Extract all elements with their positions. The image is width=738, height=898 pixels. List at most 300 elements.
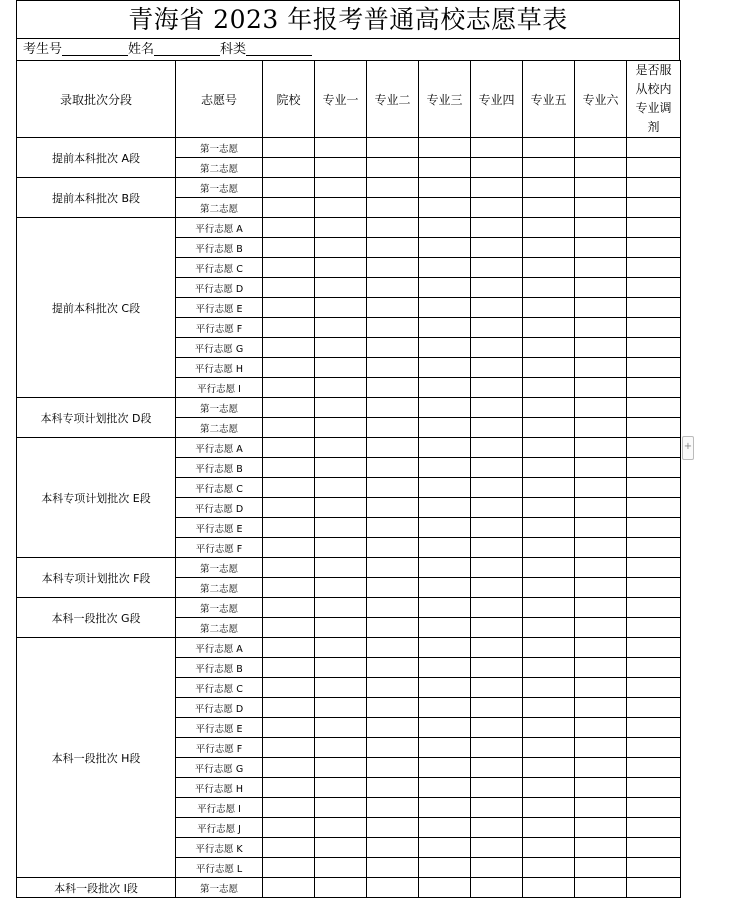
major-3-cell[interactable]: [419, 718, 471, 738]
major-1-cell[interactable]: [315, 238, 367, 258]
major-5-cell[interactable]: [523, 158, 575, 178]
major-5-cell[interactable]: [523, 298, 575, 318]
major-5-cell[interactable]: [523, 378, 575, 398]
adjust-cell[interactable]: [627, 358, 681, 378]
major-6-cell[interactable]: [575, 158, 627, 178]
major-5-cell[interactable]: [523, 178, 575, 198]
major-1-cell[interactable]: [315, 218, 367, 238]
subject-blank[interactable]: [246, 41, 312, 56]
major-2-cell[interactable]: [367, 358, 419, 378]
major-3-cell[interactable]: [419, 678, 471, 698]
major-6-cell[interactable]: [575, 798, 627, 818]
major-1-cell[interactable]: [315, 858, 367, 878]
major-2-cell[interactable]: [367, 238, 419, 258]
major-1-cell[interactable]: [315, 178, 367, 198]
major-6-cell[interactable]: [575, 298, 627, 318]
major-2-cell[interactable]: [367, 538, 419, 558]
major-6-cell[interactable]: [575, 778, 627, 798]
major-6-cell[interactable]: [575, 678, 627, 698]
major-5-cell[interactable]: [523, 718, 575, 738]
major-1-cell[interactable]: [315, 798, 367, 818]
major-1-cell[interactable]: [315, 758, 367, 778]
major-5-cell[interactable]: [523, 438, 575, 458]
major-3-cell[interactable]: [419, 838, 471, 858]
major-2-cell[interactable]: [367, 318, 419, 338]
major-2-cell[interactable]: [367, 258, 419, 278]
major-6-cell[interactable]: [575, 258, 627, 278]
school-cell[interactable]: [263, 838, 315, 858]
major-5-cell[interactable]: [523, 738, 575, 758]
major-2-cell[interactable]: [367, 678, 419, 698]
school-cell[interactable]: [263, 618, 315, 638]
adjust-cell[interactable]: [627, 658, 681, 678]
major-5-cell[interactable]: [523, 778, 575, 798]
adjust-cell[interactable]: [627, 758, 681, 778]
major-1-cell[interactable]: [315, 198, 367, 218]
major-1-cell[interactable]: [315, 678, 367, 698]
major-3-cell[interactable]: [419, 318, 471, 338]
adjust-cell[interactable]: [627, 578, 681, 598]
major-6-cell[interactable]: [575, 318, 627, 338]
major-2-cell[interactable]: [367, 638, 419, 658]
major-1-cell[interactable]: [315, 398, 367, 418]
adjust-cell[interactable]: [627, 418, 681, 438]
major-3-cell[interactable]: [419, 438, 471, 458]
school-cell[interactable]: [263, 658, 315, 678]
major-6-cell[interactable]: [575, 758, 627, 778]
major-3-cell[interactable]: [419, 658, 471, 678]
adjust-cell[interactable]: [627, 818, 681, 838]
major-5-cell[interactable]: [523, 418, 575, 438]
adjust-cell[interactable]: [627, 838, 681, 858]
school-cell[interactable]: [263, 478, 315, 498]
major-2-cell[interactable]: [367, 178, 419, 198]
major-2-cell[interactable]: [367, 438, 419, 458]
major-2-cell[interactable]: [367, 518, 419, 538]
major-6-cell[interactable]: [575, 598, 627, 618]
major-2-cell[interactable]: [367, 398, 419, 418]
major-2-cell[interactable]: [367, 478, 419, 498]
adjust-cell[interactable]: [627, 378, 681, 398]
major-2-cell[interactable]: [367, 338, 419, 358]
major-1-cell[interactable]: [315, 838, 367, 858]
school-cell[interactable]: [263, 418, 315, 438]
major-5-cell[interactable]: [523, 838, 575, 858]
adjust-cell[interactable]: [627, 198, 681, 218]
major-3-cell[interactable]: [419, 358, 471, 378]
major-5-cell[interactable]: [523, 878, 575, 898]
major-6-cell[interactable]: [575, 638, 627, 658]
adjust-cell[interactable]: [627, 478, 681, 498]
major-3-cell[interactable]: [419, 138, 471, 158]
major-1-cell[interactable]: [315, 718, 367, 738]
major-4-cell[interactable]: [471, 338, 523, 358]
major-5-cell[interactable]: [523, 818, 575, 838]
major-5-cell[interactable]: [523, 258, 575, 278]
major-4-cell[interactable]: [471, 598, 523, 618]
major-1-cell[interactable]: [315, 298, 367, 318]
major-2-cell[interactable]: [367, 818, 419, 838]
major-4-cell[interactable]: [471, 558, 523, 578]
major-2-cell[interactable]: [367, 598, 419, 618]
major-4-cell[interactable]: [471, 138, 523, 158]
school-cell[interactable]: [263, 198, 315, 218]
major-2-cell[interactable]: [367, 798, 419, 818]
major-4-cell[interactable]: [471, 458, 523, 478]
major-2-cell[interactable]: [367, 198, 419, 218]
major-4-cell[interactable]: [471, 258, 523, 278]
major-3-cell[interactable]: [419, 498, 471, 518]
major-1-cell[interactable]: [315, 358, 367, 378]
major-1-cell[interactable]: [315, 318, 367, 338]
school-cell[interactable]: [263, 638, 315, 658]
major-4-cell[interactable]: [471, 278, 523, 298]
school-cell[interactable]: [263, 278, 315, 298]
major-3-cell[interactable]: [419, 518, 471, 538]
major-2-cell[interactable]: [367, 718, 419, 738]
adjust-cell[interactable]: [627, 858, 681, 878]
major-6-cell[interactable]: [575, 578, 627, 598]
major-1-cell[interactable]: [315, 518, 367, 538]
major-4-cell[interactable]: [471, 518, 523, 538]
school-cell[interactable]: [263, 818, 315, 838]
major-1-cell[interactable]: [315, 338, 367, 358]
major-3-cell[interactable]: [419, 818, 471, 838]
school-cell[interactable]: [263, 438, 315, 458]
major-4-cell[interactable]: [471, 838, 523, 858]
major-6-cell[interactable]: [575, 478, 627, 498]
school-cell[interactable]: [263, 298, 315, 318]
adjust-cell[interactable]: [627, 518, 681, 538]
major-1-cell[interactable]: [315, 558, 367, 578]
major-6-cell[interactable]: [575, 398, 627, 418]
major-5-cell[interactable]: [523, 498, 575, 518]
major-4-cell[interactable]: [471, 738, 523, 758]
school-cell[interactable]: [263, 678, 315, 698]
major-1-cell[interactable]: [315, 818, 367, 838]
major-5-cell[interactable]: [523, 318, 575, 338]
school-cell[interactable]: [263, 358, 315, 378]
major-2-cell[interactable]: [367, 578, 419, 598]
major-3-cell[interactable]: [419, 578, 471, 598]
major-4-cell[interactable]: [471, 218, 523, 238]
adjust-cell[interactable]: [627, 878, 681, 898]
school-cell[interactable]: [263, 458, 315, 478]
adjust-cell[interactable]: [627, 178, 681, 198]
school-cell[interactable]: [263, 698, 315, 718]
major-4-cell[interactable]: [471, 858, 523, 878]
major-4-cell[interactable]: [471, 358, 523, 378]
school-cell[interactable]: [263, 758, 315, 778]
adjust-cell[interactable]: [627, 498, 681, 518]
major-4-cell[interactable]: [471, 798, 523, 818]
major-5-cell[interactable]: [523, 578, 575, 598]
major-4-cell[interactable]: [471, 718, 523, 738]
major-2-cell[interactable]: [367, 858, 419, 878]
adjust-cell[interactable]: [627, 218, 681, 238]
major-6-cell[interactable]: [575, 518, 627, 538]
major-6-cell[interactable]: [575, 458, 627, 478]
major-3-cell[interactable]: [419, 238, 471, 258]
major-3-cell[interactable]: [419, 278, 471, 298]
candidate-no-blank[interactable]: [62, 41, 128, 56]
school-cell[interactable]: [263, 598, 315, 618]
major-1-cell[interactable]: [315, 478, 367, 498]
major-4-cell[interactable]: [471, 658, 523, 678]
major-3-cell[interactable]: [419, 538, 471, 558]
adjust-cell[interactable]: [627, 258, 681, 278]
major-3-cell[interactable]: [419, 298, 471, 318]
major-6-cell[interactable]: [575, 418, 627, 438]
major-3-cell[interactable]: [419, 738, 471, 758]
major-5-cell[interactable]: [523, 798, 575, 818]
major-5-cell[interactable]: [523, 538, 575, 558]
major-3-cell[interactable]: [419, 778, 471, 798]
major-3-cell[interactable]: [419, 638, 471, 658]
major-6-cell[interactable]: [575, 358, 627, 378]
major-2-cell[interactable]: [367, 738, 419, 758]
school-cell[interactable]: [263, 498, 315, 518]
major-5-cell[interactable]: [523, 138, 575, 158]
school-cell[interactable]: [263, 398, 315, 418]
major-1-cell[interactable]: [315, 418, 367, 438]
school-cell[interactable]: [263, 798, 315, 818]
major-5-cell[interactable]: [523, 358, 575, 378]
major-2-cell[interactable]: [367, 378, 419, 398]
major-4-cell[interactable]: [471, 778, 523, 798]
major-5-cell[interactable]: [523, 398, 575, 418]
major-6-cell[interactable]: [575, 498, 627, 518]
page-tab-handle[interactable]: +: [682, 436, 694, 460]
school-cell[interactable]: [263, 538, 315, 558]
major-5-cell[interactable]: [523, 618, 575, 638]
major-4-cell[interactable]: [471, 418, 523, 438]
major-2-cell[interactable]: [367, 778, 419, 798]
major-5-cell[interactable]: [523, 458, 575, 478]
school-cell[interactable]: [263, 518, 315, 538]
major-1-cell[interactable]: [315, 878, 367, 898]
major-1-cell[interactable]: [315, 538, 367, 558]
school-cell[interactable]: [263, 318, 315, 338]
major-4-cell[interactable]: [471, 638, 523, 658]
major-3-cell[interactable]: [419, 198, 471, 218]
major-6-cell[interactable]: [575, 818, 627, 838]
major-2-cell[interactable]: [367, 278, 419, 298]
major-5-cell[interactable]: [523, 678, 575, 698]
major-4-cell[interactable]: [471, 818, 523, 838]
major-4-cell[interactable]: [471, 618, 523, 638]
adjust-cell[interactable]: [627, 778, 681, 798]
major-3-cell[interactable]: [419, 158, 471, 178]
major-4-cell[interactable]: [471, 678, 523, 698]
major-2-cell[interactable]: [367, 138, 419, 158]
major-1-cell[interactable]: [315, 598, 367, 618]
major-6-cell[interactable]: [575, 618, 627, 638]
major-5-cell[interactable]: [523, 518, 575, 538]
major-5-cell[interactable]: [523, 638, 575, 658]
major-4-cell[interactable]: [471, 238, 523, 258]
major-1-cell[interactable]: [315, 618, 367, 638]
major-6-cell[interactable]: [575, 538, 627, 558]
school-cell[interactable]: [263, 378, 315, 398]
major-3-cell[interactable]: [419, 258, 471, 278]
major-2-cell[interactable]: [367, 498, 419, 518]
major-3-cell[interactable]: [419, 878, 471, 898]
adjust-cell[interactable]: [627, 458, 681, 478]
adjust-cell[interactable]: [627, 158, 681, 178]
major-6-cell[interactable]: [575, 698, 627, 718]
major-2-cell[interactable]: [367, 558, 419, 578]
adjust-cell[interactable]: [627, 338, 681, 358]
adjust-cell[interactable]: [627, 318, 681, 338]
major-1-cell[interactable]: [315, 658, 367, 678]
major-5-cell[interactable]: [523, 238, 575, 258]
major-1-cell[interactable]: [315, 258, 367, 278]
major-5-cell[interactable]: [523, 338, 575, 358]
major-4-cell[interactable]: [471, 878, 523, 898]
major-3-cell[interactable]: [419, 178, 471, 198]
major-4-cell[interactable]: [471, 438, 523, 458]
major-1-cell[interactable]: [315, 578, 367, 598]
major-2-cell[interactable]: [367, 618, 419, 638]
major-6-cell[interactable]: [575, 378, 627, 398]
major-2-cell[interactable]: [367, 878, 419, 898]
major-3-cell[interactable]: [419, 598, 471, 618]
major-1-cell[interactable]: [315, 138, 367, 158]
adjust-cell[interactable]: [627, 138, 681, 158]
major-2-cell[interactable]: [367, 758, 419, 778]
school-cell[interactable]: [263, 178, 315, 198]
major-3-cell[interactable]: [419, 458, 471, 478]
major-4-cell[interactable]: [471, 378, 523, 398]
adjust-cell[interactable]: [627, 558, 681, 578]
major-5-cell[interactable]: [523, 698, 575, 718]
major-2-cell[interactable]: [367, 698, 419, 718]
major-1-cell[interactable]: [315, 378, 367, 398]
major-2-cell[interactable]: [367, 458, 419, 478]
major-1-cell[interactable]: [315, 158, 367, 178]
school-cell[interactable]: [263, 558, 315, 578]
major-2-cell[interactable]: [367, 658, 419, 678]
major-3-cell[interactable]: [419, 558, 471, 578]
major-1-cell[interactable]: [315, 498, 367, 518]
major-6-cell[interactable]: [575, 338, 627, 358]
adjust-cell[interactable]: [627, 638, 681, 658]
major-5-cell[interactable]: [523, 478, 575, 498]
major-2-cell[interactable]: [367, 838, 419, 858]
major-6-cell[interactable]: [575, 878, 627, 898]
major-5-cell[interactable]: [523, 278, 575, 298]
adjust-cell[interactable]: [627, 618, 681, 638]
major-3-cell[interactable]: [419, 758, 471, 778]
school-cell[interactable]: [263, 138, 315, 158]
major-2-cell[interactable]: [367, 298, 419, 318]
major-3-cell[interactable]: [419, 698, 471, 718]
major-4-cell[interactable]: [471, 198, 523, 218]
major-3-cell[interactable]: [419, 398, 471, 418]
major-3-cell[interactable]: [419, 338, 471, 358]
major-6-cell[interactable]: [575, 138, 627, 158]
major-2-cell[interactable]: [367, 218, 419, 238]
adjust-cell[interactable]: [627, 278, 681, 298]
major-5-cell[interactable]: [523, 658, 575, 678]
major-4-cell[interactable]: [471, 178, 523, 198]
major-1-cell[interactable]: [315, 438, 367, 458]
major-4-cell[interactable]: [471, 758, 523, 778]
major-3-cell[interactable]: [419, 478, 471, 498]
school-cell[interactable]: [263, 858, 315, 878]
major-5-cell[interactable]: [523, 858, 575, 878]
school-cell[interactable]: [263, 158, 315, 178]
major-6-cell[interactable]: [575, 838, 627, 858]
major-6-cell[interactable]: [575, 738, 627, 758]
major-5-cell[interactable]: [523, 198, 575, 218]
school-cell[interactable]: [263, 738, 315, 758]
major-1-cell[interactable]: [315, 738, 367, 758]
name-blank[interactable]: [154, 41, 220, 56]
adjust-cell[interactable]: [627, 398, 681, 418]
adjust-cell[interactable]: [627, 718, 681, 738]
major-1-cell[interactable]: [315, 458, 367, 478]
major-3-cell[interactable]: [419, 618, 471, 638]
major-6-cell[interactable]: [575, 198, 627, 218]
major-4-cell[interactable]: [471, 698, 523, 718]
major-3-cell[interactable]: [419, 218, 471, 238]
major-6-cell[interactable]: [575, 438, 627, 458]
major-1-cell[interactable]: [315, 278, 367, 298]
adjust-cell[interactable]: [627, 298, 681, 318]
major-1-cell[interactable]: [315, 778, 367, 798]
major-1-cell[interactable]: [315, 698, 367, 718]
major-3-cell[interactable]: [419, 858, 471, 878]
school-cell[interactable]: [263, 778, 315, 798]
major-6-cell[interactable]: [575, 718, 627, 738]
major-4-cell[interactable]: [471, 538, 523, 558]
major-6-cell[interactable]: [575, 218, 627, 238]
major-4-cell[interactable]: [471, 298, 523, 318]
school-cell[interactable]: [263, 338, 315, 358]
major-4-cell[interactable]: [471, 498, 523, 518]
major-5-cell[interactable]: [523, 598, 575, 618]
adjust-cell[interactable]: [627, 798, 681, 818]
adjust-cell[interactable]: [627, 698, 681, 718]
school-cell[interactable]: [263, 578, 315, 598]
major-2-cell[interactable]: [367, 418, 419, 438]
major-6-cell[interactable]: [575, 558, 627, 578]
major-5-cell[interactable]: [523, 758, 575, 778]
major-6-cell[interactable]: [575, 178, 627, 198]
school-cell[interactable]: [263, 718, 315, 738]
major-6-cell[interactable]: [575, 858, 627, 878]
major-4-cell[interactable]: [471, 478, 523, 498]
school-cell[interactable]: [263, 218, 315, 238]
major-6-cell[interactable]: [575, 278, 627, 298]
adjust-cell[interactable]: [627, 678, 681, 698]
school-cell[interactable]: [263, 258, 315, 278]
major-6-cell[interactable]: [575, 658, 627, 678]
major-3-cell[interactable]: [419, 798, 471, 818]
adjust-cell[interactable]: [627, 738, 681, 758]
major-5-cell[interactable]: [523, 558, 575, 578]
school-cell[interactable]: [263, 238, 315, 258]
major-5-cell[interactable]: [523, 218, 575, 238]
adjust-cell[interactable]: [627, 238, 681, 258]
adjust-cell[interactable]: [627, 438, 681, 458]
major-4-cell[interactable]: [471, 398, 523, 418]
adjust-cell[interactable]: [627, 538, 681, 558]
major-6-cell[interactable]: [575, 238, 627, 258]
major-4-cell[interactable]: [471, 158, 523, 178]
